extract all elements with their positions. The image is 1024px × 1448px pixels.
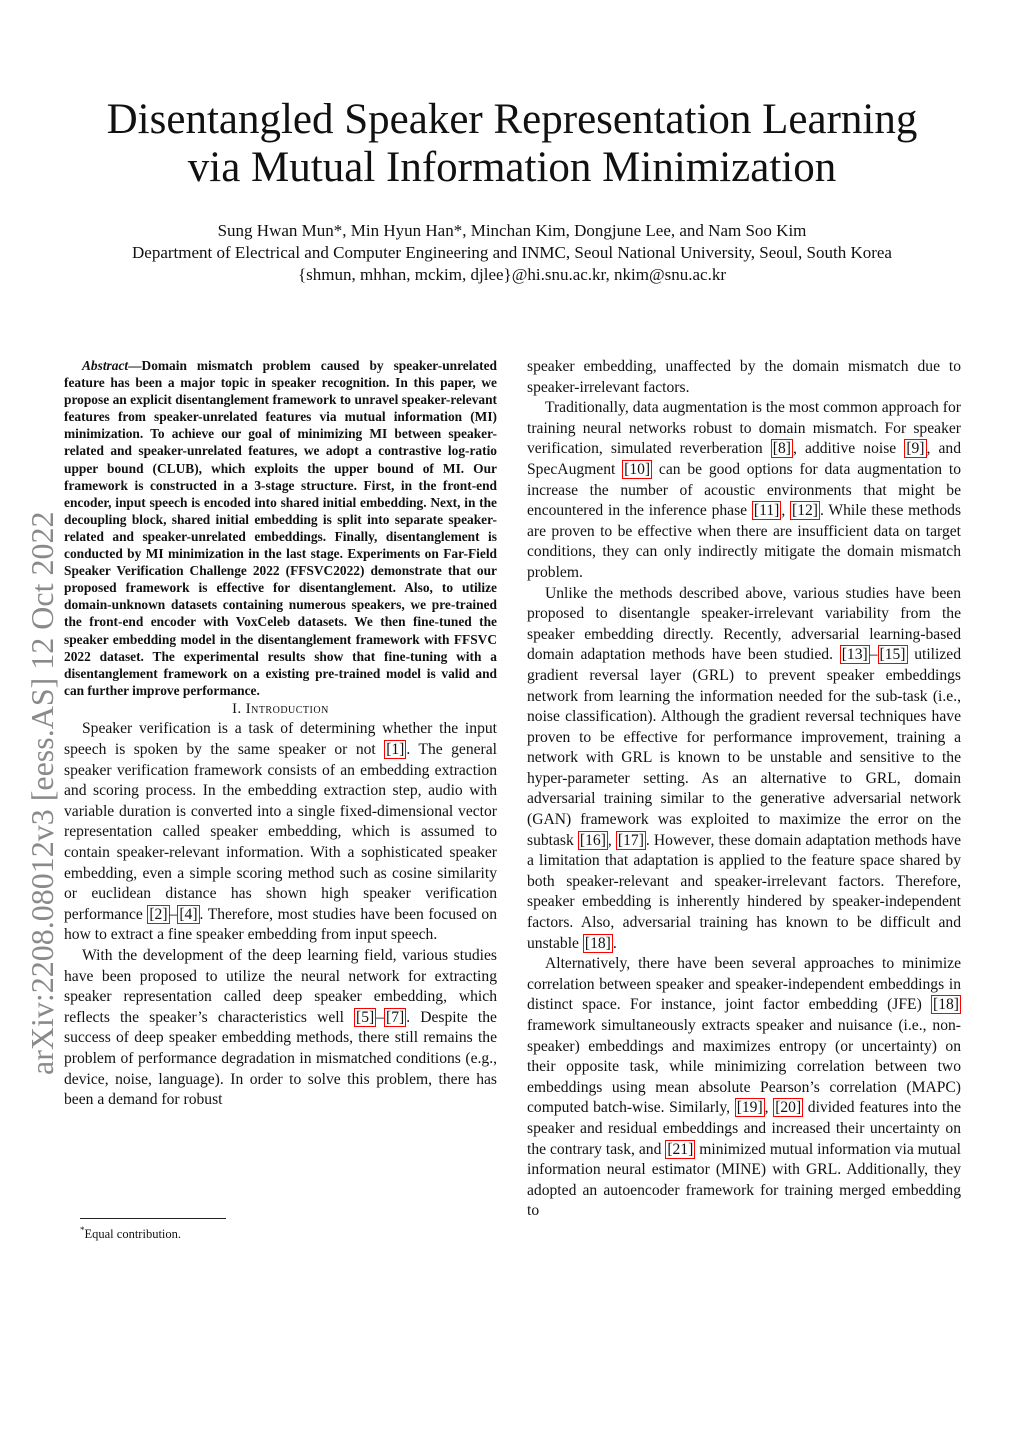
citation-link[interactable]: [18] <box>584 934 611 952</box>
citation-link[interactable]: [9] <box>906 440 925 458</box>
citation-link[interactable]: [1] <box>386 741 405 759</box>
footnote-divider <box>80 1218 226 1219</box>
citation-link[interactable]: [10] <box>624 460 651 478</box>
affiliation: Department of Electrical and Computer Engineering and INMC, Seoul National University, Seoul, South Korea <box>132 243 892 262</box>
abstract <box>64 357 497 699</box>
intro-paragraph-5: Alternatively, there have been several approaches to minimize correlation between speaker and speaker-independent embeddings in distinct space. For instance, joint factor embedding (JFE) [18] framework simultaneously extracts speaker and nuisance (i.e., non-speaker) embeddings and maximizes entropy (or uncertainty) on their opposite task, while minimizing correlation between two embeddings using mean absolute Pearson’s correlation (MAPC) computed batch-wise. Similarly, [19] , [20] divided features into the speaker and residual embeddings and increased their uncertainty on the contrary task, and [21] minimized mutual information via mutual information neural estimator (MINE) with GRL. Additionally, they adopted an autoencoder framework for training merged embedding to <box>527 955 962 1220</box>
section-heading-introduction <box>64 699 497 720</box>
footnote-text: Equal contribution. <box>84 1227 182 1242</box>
citation-link[interactable]: [17] <box>617 831 644 849</box>
intro-paragraph-1: Speaker verification is a task of determining whether the input speech is spoken by the same speaker or not [1] . The general speaker verification framework consists of an embedding extraction and scoring process. In the embedding extraction step, audio with variable duration is converted into a single fixed-dimensional vector representation called speaker embedding, which is assumed to contain speaker-relevant information. With a sophisticated speaker embedding, even a simple scoring method such as cosine similarity or euclidean distance has shown high speaker verification performance [2] – [4] . Therefore, most studies have been focused on how to extract a fine speaker embedding from input speech. <box>64 720 497 944</box>
section-number: I. <box>232 700 242 717</box>
intro-paragraph-2: With the development of the deep learning field, various studies have been proposed to utilize the neural network for extracting speaker representation called deep speaker embedding, which reflects the speaker’s characteristics well [5] – [7] . Despite the success of deep speaker embedding methods, there still remains the problem of performance degradation in mismatched conditions (e.g., device, noise, language). In order to solve this problem, there has been a demand for robust <box>64 947 497 1109</box>
left-column <box>64 357 497 1111</box>
intro-paragraph-3: Traditionally, data augmentation is the most common approach for training neural networks robust to domain mismatch. For speaker verification, simulated reverberation [8] , additive noise [9] , and SpecAugment [10] can be good options for data augmentation to increase the number of acoustic environments that might be encountered in the inference phase [11] , [12] . While these methods are proven to be effective when there are insufficient data on target conditions, they can only indirectly mitigate the domain mismatch problem. <box>527 399 962 581</box>
intro-paragraph-4: Unlike the methods described above, various studies have been proposed to disentangle speaker-irrelevant variability from the speaker embedding directly. Recently, adversarial learning-based domain adaptation methods have been studied. [13] – [15] utilized gradient reversal layer (GRL) to prevent speaker embeddings network from learning the information needed for the sub-task (i.e., noise classification). Although the gradient reversal techniques have proven to be effective for performance improvement, training a network with GRL is known to be unstable and sensitive to the hyper-parameter setting. As an alternative to GRL, domain adversarial training similar to the generative adversarial network (GAN) framework was exploited to maximize the error on the subtask [16] , [17] . However, these domain adaptation methods have a limitation that adaptation is applied to the feature space shared by both speaker-relevant and speaker-irrelevant factors. Therefore, speaker embedding is inherently hindered by speaker-independent factors. Also, adversarial training has known to be difficult and unstable [18] . <box>527 584 961 952</box>
arxiv-identifier: arXiv:2208.08012v3 [eess.AS] 12 Oct 2022 <box>24 511 60 1075</box>
citation-link[interactable]: [19] <box>736 1099 763 1117</box>
citation-link[interactable]: [15] <box>879 646 906 664</box>
citation-link[interactable]: [8] <box>772 440 791 458</box>
intro-paragraph-2-continued: speaker embedding, unaffected by the domain mismatch due to speaker-irrelevant factors. <box>527 358 961 396</box>
footnote <box>80 1225 181 1242</box>
section-title: Introduction <box>245 700 329 717</box>
citation-link[interactable]: [12] <box>792 502 818 520</box>
footnote-mark: * <box>80 1225 85 1235</box>
title-line-1: Disentangled Speaker Representation Learning <box>106 96 918 143</box>
citation-link[interactable]: [2] <box>149 905 168 923</box>
title-line-2: via Mutual Information Minimization <box>187 144 837 191</box>
citation-link[interactable]: [16] <box>579 831 606 849</box>
citation-link[interactable]: [5] <box>356 1008 375 1026</box>
author-list: Sung Hwan Mun*, Min Hyun Han*, Minchan Kim, Dongjune Lee, and Nam Soo Kim <box>217 221 807 240</box>
paper-title <box>0 96 1024 192</box>
citation-link[interactable]: [21] <box>667 1140 694 1158</box>
citation-link[interactable]: [4] <box>179 905 198 923</box>
abstract-label: Abstract <box>82 358 129 373</box>
citation-link[interactable]: [11] <box>753 502 780 520</box>
citation-link[interactable]: [7] <box>386 1008 405 1026</box>
author-emails: {shmun, mhhan, mckim, djlee}@hi.snu.ac.kr, nkim@snu.ac.kr <box>298 265 726 284</box>
citation-link[interactable]: [13] <box>841 646 868 664</box>
abstract-text: —Domain mismatch problem caused by speaker-unrelated feature has been a major topic in speaker recognition. In this paper, we propose an explicit disentanglement framework to unravel speaker-relevant features from speaker-unrelated features via mutual information (MI) minimization. To achieve our goal of minimizing MI between speaker-related and speaker-unrelated features, we adopt a contrastive log-ratio upper bound (CLUB), which exploits the upper bound of MI. Our framework is constructed in a 3-stage structure. First, in the front-end encoder, input speech is encoded into shared initial embedding. Next, in the decoupling block, shared initial embedding is split into separate speaker-related and speaker-unrelated embeddings. Finally, disentanglement is conducted by MI minimization in the last stage. Experiments on Far-Field Speaker Verification Challenge 2022 (FFSVC2022) demonstrate that our proposed framework is effective for disentanglement. Also, to utilize domain-unknown datasets containing numerous speakers, we pre-trained the front-end encoder with VoxCeleb datasets. We then fine-tuned the speaker embedding model in the disentanglement framework with FFSVC 2022 dataset. The experimental results show that fine-tuning with a disentanglement framework on a existing pre-trained model is valid and can further improve performance. <box>64 358 497 698</box>
citation-link[interactable]: [20] <box>775 1099 802 1117</box>
citation-link[interactable]: [18] <box>933 996 959 1014</box>
right-column <box>527 357 961 1222</box>
